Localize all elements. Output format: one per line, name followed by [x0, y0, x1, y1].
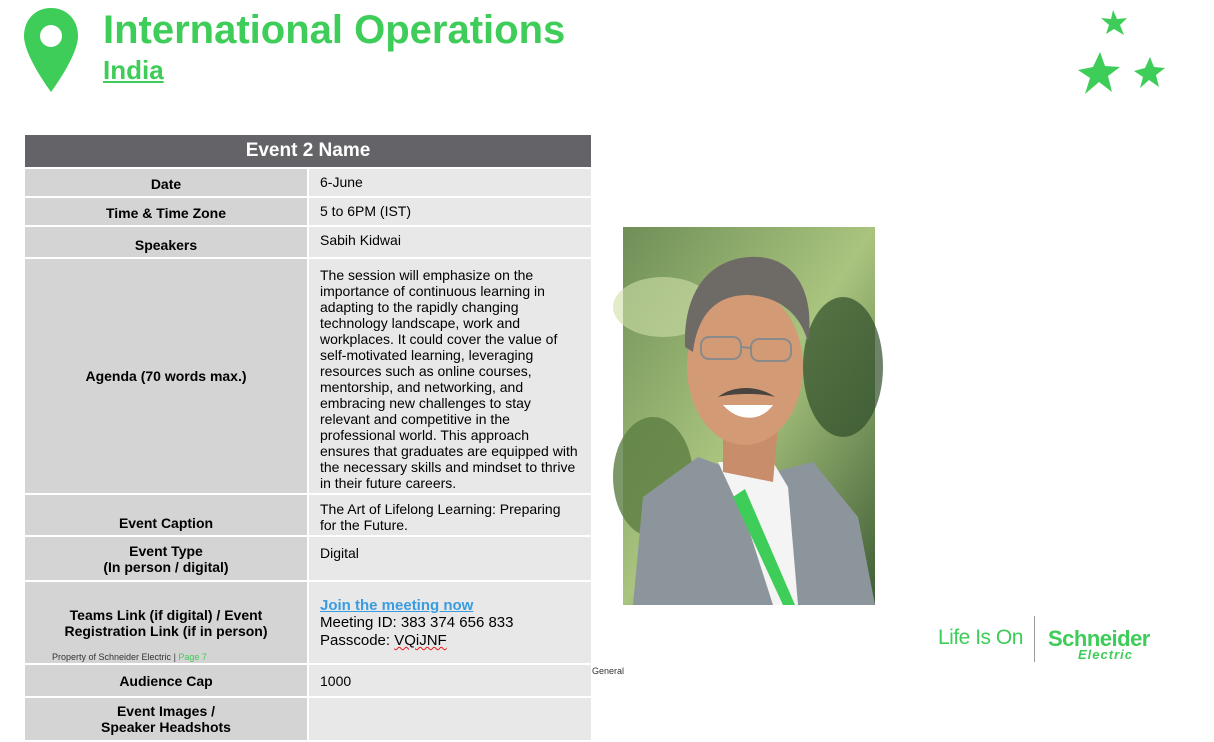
caption-label: Event Caption: [24, 494, 308, 536]
table-row: [24, 168, 592, 197]
logo-divider: [1034, 616, 1035, 662]
table-row: [24, 697, 592, 741]
footer-property-text: Property of Schneider Electric | Page 7: [52, 652, 207, 662]
location-pin-icon: [22, 6, 80, 94]
page-number: Page 7: [178, 652, 207, 662]
table-row: [24, 197, 592, 226]
audience-cap-value: 1000: [308, 664, 592, 697]
electric-logo-text: Electric: [1078, 647, 1133, 662]
page-subtitle: India: [103, 55, 164, 85]
event-type-label-line2: (In person / digital): [103, 558, 229, 575]
property-text: Property of Schneider Electric: [52, 652, 172, 662]
event-name-heading: Event 2 Name: [24, 134, 592, 168]
passcode-label: Passcode:: [320, 632, 395, 649]
speaker-photo: [623, 227, 875, 605]
speakers-label: Speakers: [24, 226, 308, 258]
time-label: Time & Time Zone: [24, 197, 308, 226]
caption-value: The Art of Lifelong Learning: Preparing for the Future.: [308, 494, 592, 536]
life-is-on-tagline: Life Is On: [938, 626, 1023, 649]
event-type-label-line1: Event Type: [129, 542, 203, 559]
event-images-value: [308, 697, 592, 741]
event-images-label: [24, 697, 308, 741]
page-title: International Operations: [103, 8, 566, 52]
time-value: 5 to 6PM (IST): [308, 197, 592, 226]
event-type-label: [24, 536, 308, 581]
join-meeting-link[interactable]: Join the meeting now: [320, 597, 474, 614]
teams-link-label: Teams Link (if digital) / Event Registration Link (if in person): [24, 581, 308, 664]
table-row: [24, 226, 592, 258]
event-images-label-line1: Event Images /: [116, 703, 216, 719]
agenda-value: The session will emphasize on the importance of continuous learning in adapting to the rapidly changing technology landscape, work and workplaces. It could cover the value of self-motivated learning, leveraging resources such as online courses, mentorship, and networking, and embracing new challenges to stay relevant and competitive in the professional world. This approach ensures that graduates are equipped with the necessary skills and mindset to thrive in their future careers.: [308, 258, 592, 494]
date-value: 6-June: [308, 168, 592, 197]
schneider-logo: Schneider: [1048, 626, 1150, 651]
agenda-label: Agenda (70 words max.): [24, 258, 308, 494]
event-type-value: Digital: [308, 536, 592, 581]
date-label: Date: [24, 168, 308, 197]
passcode-value: VQiJNF: [394, 632, 447, 649]
table-row: [24, 258, 592, 494]
audience-cap-label: Audience Cap: [24, 664, 308, 697]
table-row: [24, 664, 592, 697]
star-doodle-icon: [1070, 4, 1174, 104]
classification-label: General: [592, 666, 625, 676]
event-images-label-line2: Speaker Headshots: [101, 719, 231, 735]
passcode-line: [320, 632, 580, 650]
table-row: [24, 494, 592, 536]
speakers-value: Sabih Kidwai: [308, 226, 592, 258]
event-table: [23, 133, 593, 742]
table-row: [24, 536, 592, 581]
meeting-id: Meeting ID: 383 374 656 833: [320, 614, 514, 631]
teams-link-cell: [308, 581, 592, 664]
